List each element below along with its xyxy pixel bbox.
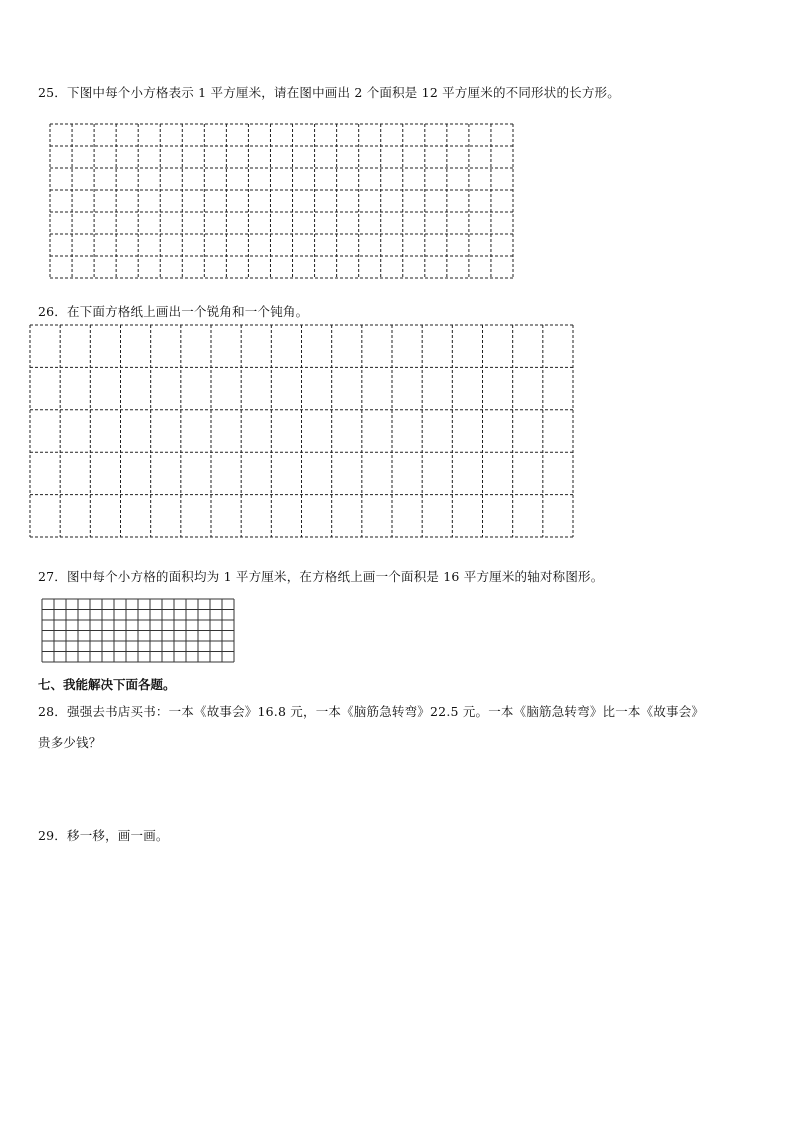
q26-dashed-grid (30, 325, 573, 537)
question-29-text: 29．移一移，画一画。 (38, 828, 169, 843)
q25-dashed-grid (50, 124, 513, 278)
section-7-heading: 七、我能解决下面各题。 (38, 677, 176, 692)
question-28-line2: 贵多少钱？ (38, 735, 102, 750)
question-26-text: 26．在下面方格纸上画出一个锐角和一个钝角。 (38, 304, 309, 319)
question-25-text: 25．下图中每个小方格表示 1 平方厘米，请在图中画出 2 个面积是 12 平方厘米的不同形状的长方形。 (38, 85, 620, 100)
question-27-text: 27．图中每个小方格的面积均为 1 平方厘米，在方格纸上画一个面积是 16 平方厘米的轴对称图形。 (38, 569, 604, 584)
q27-solid-grid (42, 599, 234, 662)
question-28-line1: 28．强强去书店买书：一本《故事会》16.8 元，一本《脑筋急转弯》22.5 元。一本《脑筋急转弯》比一本《故事会》 (38, 704, 705, 719)
